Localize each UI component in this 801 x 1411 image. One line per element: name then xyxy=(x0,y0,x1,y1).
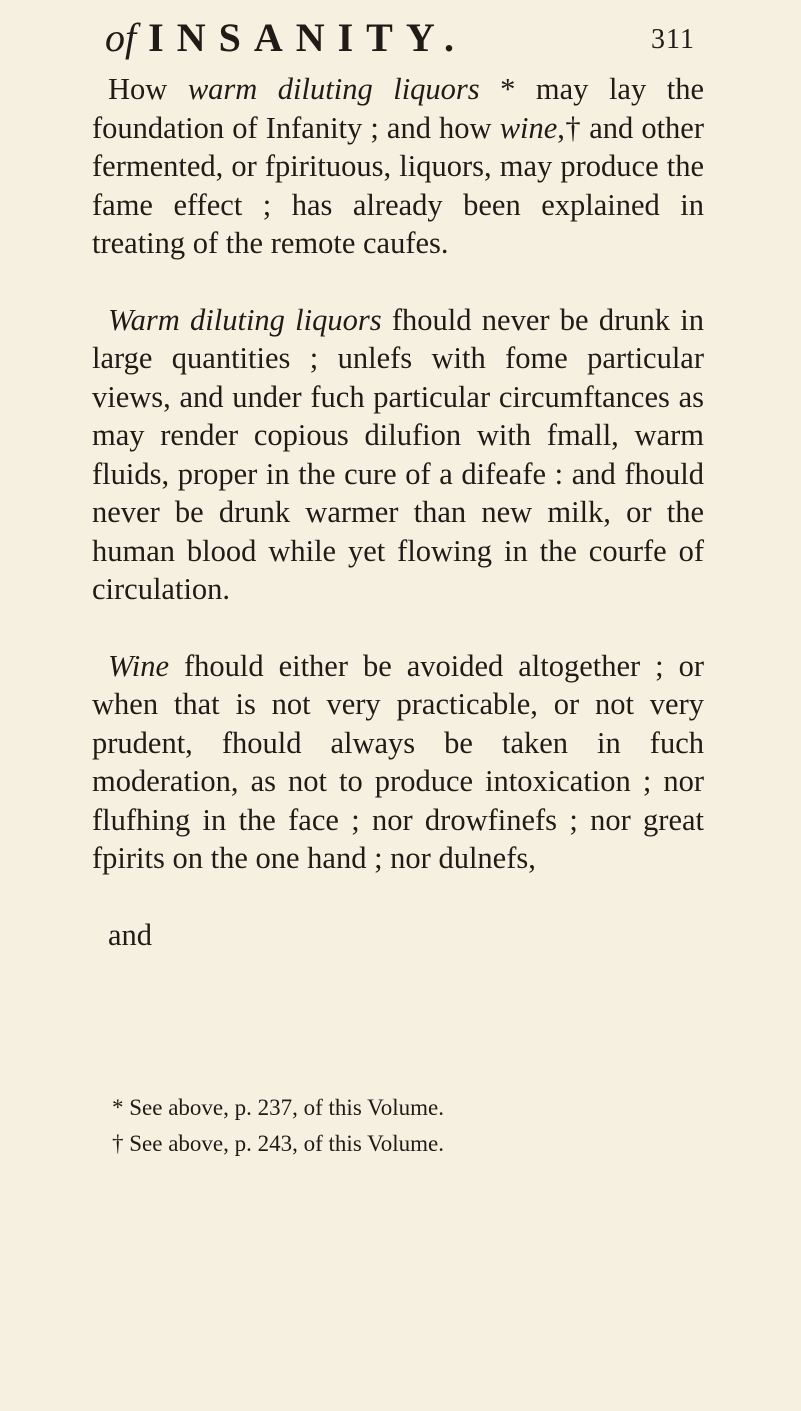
paragraph-wine-advice xyxy=(92,647,704,878)
text-run: fhould never be drunk in large quantities ; unlefs with fome particular views, and under fuch particular circumftances as may render copious dilufion with fmall, warm fluids, proper in the cure of a difeafe : and fhould never be drunk warmer than new milk, or the human blood while yet flowing in the courfe of circulation. xyxy=(92,302,704,606)
text-run: How xyxy=(108,72,188,106)
italic-phrase: wine xyxy=(499,110,558,145)
italic-phrase: warm diluting liquors xyxy=(187,72,480,106)
footnote-2: † See above, p. 243, of this Volume. xyxy=(112,1131,444,1156)
footnote-1: * See above, p. 237, of this Volume. xyxy=(112,1095,444,1120)
paragraph-warm-liquors-cause xyxy=(92,70,704,263)
italic-phrase: Warm diluting liquors xyxy=(108,302,382,337)
body-text xyxy=(92,70,704,954)
paragraph-warm-liquors-advice xyxy=(92,301,704,609)
text-run: * may lay the foundation of Infanity ; and how xyxy=(92,72,704,145)
page-number: 311 xyxy=(651,24,695,55)
text-run: fhould either be avoided altogether ; or when that is not very practicable, or not very prudent, fhould always be taken in fuch moderation, as not to produce intoxication ; nor flufhing in the face ; nor drowfinefs ; nor great fpirits on the one hand ; nor dulnefs, xyxy=(92,648,704,875)
footnotes xyxy=(112,1090,692,1162)
italic-phrase: Wine xyxy=(108,648,169,683)
running-head-of: of xyxy=(105,15,137,60)
running-head-title: INSANITY. xyxy=(148,15,468,60)
running-head xyxy=(105,14,467,61)
page-header xyxy=(105,14,695,74)
catchword: and xyxy=(108,917,153,952)
text-run: ,† and other fermented, or fpirituous, liquors, may produce the fame effect ; has already been explained in treating of the remote caufes. xyxy=(92,110,704,260)
